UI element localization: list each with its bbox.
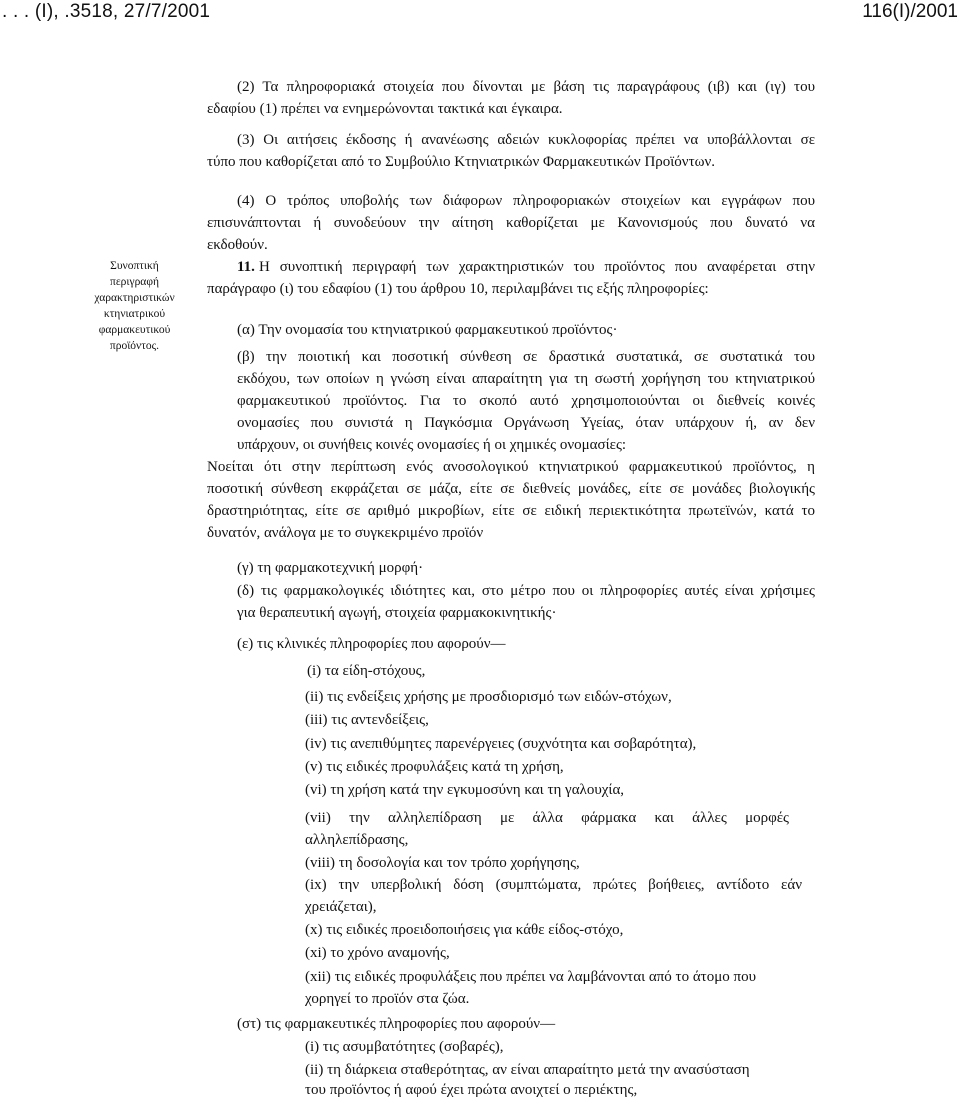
proviso-line-3: δραστηριότητας, είτε σε αριθμό μικροβίων, είτε σε ειδική περιεκτικότητα πρωτεϊνών, κατά το	[207, 503, 815, 519]
side-note	[82, 258, 187, 354]
side-note-line: κτηνιατρικού	[103, 308, 166, 320]
item-e-vii-line-1: (vii) την αλληλεπίδραση με άλλα φάρμακα και άλλες μορφές	[305, 810, 789, 826]
item-b-line-5: υπάρχουν, οι συνήθεις κοινές ονομασίες ή οι χημικές ονομασίες:	[237, 437, 627, 453]
section-11-line-1	[237, 256, 815, 278]
side-note-line: χαρακτηριστικών	[94, 292, 175, 304]
proviso-line-2: ποσοτική σύνθεση εκφράζεται σε μάζα, είτε σε διεθνείς μονάδες, είτε σε μονάδες βιολογικής	[207, 481, 815, 497]
section-11-intro: Η συνοπτική περιγραφή των χαρακτηριστικών του προϊόντος που αναφέρεται στην	[258, 259, 815, 275]
item-b-line-2: εκδόχου, των οποίων η γνώση είναι απαραίτητη για τη σωστή χορήγηση του κτηνιατρικού	[237, 371, 815, 387]
item-st-ii-line-1: (ii) τη διάρκεια σταθερότητας, αν είναι απαραίτητο μετά την ανασύσταση	[305, 1062, 750, 1078]
item-e-viii: (viii) τη δοσολογία και τον τρόπο χορήγησης,	[305, 855, 580, 871]
side-note-line: φαρμακευτικού	[98, 324, 171, 336]
para-4-line-3: εκδοθούν.	[207, 237, 268, 253]
para-2-line-2: εδαφίου (1) πρέπει να ενημερώνονται τακτικά και έγκαιρα.	[207, 101, 563, 117]
page-header	[0, 0, 960, 34]
proviso-line-1: Νοείται ότι στην περίπτωση ενός ανοσολογικού κτηνιατρικού φαρμακευτικού προϊόντος, η	[207, 459, 815, 475]
item-b-line-3: φαρμακευτικού προϊόντος. Για το σκοπό αυτό χρησιμοποιούνται οι διεθνείς κοινές	[237, 393, 815, 409]
item-st-title: (στ) τις φαρμακευτικές πληροφορίες που αφορούν—	[237, 1016, 556, 1032]
side-note-line: Συνοπτική	[110, 260, 159, 272]
header-law-number: 116(Ι)/2001	[862, 1, 958, 22]
para-4-line-1: (4) Ο τρόπος υποβολής των διάφορων πληροφοριακών στοιχείων και εγγράφων που	[237, 193, 815, 209]
header-gazette-reference: . . . (Ι), .3518, 27/7/2001	[2, 1, 211, 22]
item-e-vii-line-2: αλληλεπίδρασης,	[305, 832, 409, 848]
item-e-xii-line-2: χορηγεί το προϊόν στα ζώα.	[305, 991, 470, 1007]
item-a: (α) Την ονομασία του κτηνιατρικού φαρμακευτικού προϊόντος·	[237, 322, 618, 338]
proviso-line-4: δυνατόν, ανάλογα με το συγκεκριμένο προϊόν	[207, 525, 484, 541]
item-g: (γ) τη φαρμακοτεχνική μορφή·	[237, 560, 424, 576]
item-d-line-2: για θεραπευτική αγωγή, στοιχεία φαρμακοκινητικής·	[237, 605, 557, 621]
item-e-ix-line-1: (ix) την υπερβολική δόση (συμπτώματα, πρώτες βοήθειες, αντίδοτο εάν	[305, 877, 802, 893]
side-note-line: περιγραφή	[110, 276, 159, 288]
item-st-ii-line-2: του προϊόντος ή αφού έχει πρώτα ανοιχτεί ο περιέκτης,	[305, 1082, 638, 1098]
item-e-v: (v) τις ειδικές προφυλάξεις κατά τη χρήση,	[305, 759, 564, 775]
item-e-xii-line-1: (xii) τις ειδικές προφυλάξεις που πρέπει να λαμβάνονται από το άτομο που	[305, 969, 756, 985]
item-e-vi: (vi) τη χρήση κατά την εγκυμοσύνη και τη γαλουχία,	[305, 782, 625, 798]
item-e-ix-line-2: χρειάζεται),	[305, 899, 377, 915]
para-4-line-2: επισυνάπτονται ή συνοδεύουν την αίτηση καθορίζεται με Κανονισμούς που δυνατό να	[207, 215, 815, 231]
section-number: 11.	[237, 259, 255, 275]
item-e-iii: (iii) τις αντενδείξεις,	[305, 712, 429, 728]
item-b-line-4: ονομασίες που συνιστά η Παγκόσμια Οργάνωση Υγείας, όταν υπάρχουν ή, αν δεν	[237, 415, 815, 431]
para-3-line-2: τύπο που καθορίζεται από το Συμβούλιο Κτηνιατρικών Φαρμακευτικών Προϊόντων.	[207, 154, 716, 170]
item-e-ii: (ii) τις ενδείξεις χρήσης με προσδιορισμό των ειδών-στόχων,	[305, 689, 672, 705]
item-d-line-1: (δ) τις φαρμακολογικές ιδιότητες και, στο μέτρο που οι πληροφορίες αυτές είναι χρήσιμες	[237, 583, 815, 599]
section-11-line-2: παράγραφο (ι) του εδαφίου (1) του άρθρου 10, περιλαμβάνει τις εξής πληροφορίες:	[207, 281, 709, 297]
item-e-title: (ε) τις κλινικές πληροφορίες που αφορούν—	[237, 636, 506, 652]
para-3-line-1: (3) Οι αιτήσεις έκδοσης ή ανανέωσης αδειών κυκλοφορίας πρέπει να υποβάλλονται σε	[237, 132, 815, 148]
item-e-i: (i) τα είδη-στόχους,	[307, 663, 426, 679]
item-e-xi: (xi) το χρόνο αναμονής,	[305, 945, 450, 961]
item-e-iv: (iv) τις ανεπιθύμητες παρενέργειες (συχνότητα και σοβαρότητα),	[305, 736, 697, 752]
side-note-line: προϊόντος.	[109, 340, 160, 352]
item-st-i: (i) τις ασυμβατότητες (σοβαρές),	[305, 1039, 504, 1055]
para-2-line-1: (2) Τα πληροφοριακά στοιχεία που δίνονται με βάση τις παραγράφους (ιβ) και (ιγ) του	[237, 79, 815, 95]
item-e-x: (x) τις ειδικές προειδοποιήσεις για κάθε είδος-στόχο,	[305, 922, 624, 938]
item-b-line-1: (β) την ποιοτική και ποσοτική σύνθεση σε δραστικά συστατικά, σε συστατικά του	[237, 349, 815, 365]
